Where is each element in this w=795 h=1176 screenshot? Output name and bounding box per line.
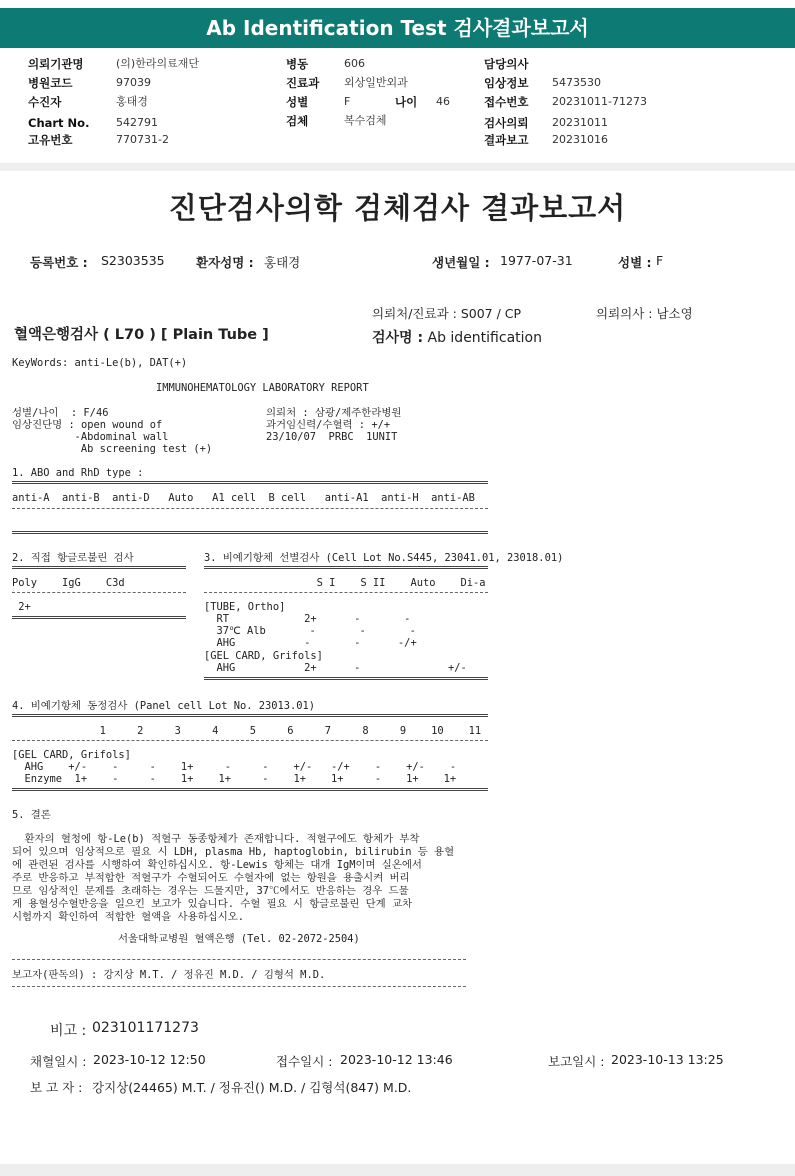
header-value-ward: 606 [344, 57, 365, 70]
sex-age-line: 성별/나이 : F/46 [12, 407, 109, 419]
keywords: KeyWords: anti-Le(b), DAT(+) [12, 357, 188, 369]
header-label-request-date: 검사의뢰 [484, 116, 529, 130]
header-label-physician: 담당의사 [484, 57, 529, 71]
screening-section-title: 3. 비예기항체 선별검사 (Cell Lot No.S445, 23041.01, 23018.01) [204, 552, 564, 564]
header-label-clinical-info: 임상정보 [484, 76, 529, 90]
diagnosis-line-3: Ab screening test (+) [12, 443, 213, 455]
screening-table-header: S I S II Auto Di-a [204, 577, 486, 589]
dat-rule-mid [12, 592, 186, 593]
patient-name-label: 환자성명 : [196, 255, 254, 270]
reg-no-label: 등록번호 : [30, 255, 88, 270]
reporters-line: 보고자(판독의) : 강지상 M.T. / 정유진 M.D. / 김형석 M.D. [12, 969, 326, 981]
section-divider [0, 163, 795, 171]
header-label-institution: 의뢰기관명 [28, 57, 84, 71]
reg-no-value: S2303535 [101, 253, 165, 268]
blood-bank-section-title: 혈액은행검사 ( L70 ) [ Plain Tube ] [14, 327, 269, 343]
dat-rule-top [12, 566, 186, 569]
header-value-institution: (의)한라의료재단 [116, 57, 199, 70]
dat-rule-bottom [12, 616, 186, 619]
test-name-value: Ab identification [427, 330, 542, 346]
conclusion-line: 되어 있으며 임상적으로 필요 시 LDH, plasma Hb, haptoglobin, bilirubin 등 용혈 [12, 846, 455, 858]
reporter-rule-top [12, 959, 466, 960]
receipt-time-value: 2023-10-12 13:46 [340, 1052, 453, 1067]
panel-row: Enzyme 1+ - - 1+ 1+ - 1+ 1+ - 1+ 1+ [12, 773, 457, 785]
report-time-label: 보고일시 : [548, 1054, 605, 1069]
conclusion-title: 5. 결론 [12, 809, 51, 821]
header-label-ward: 병동 [286, 57, 309, 71]
abo-table-header: anti-A anti-B anti-D Auto A1 cell B cell anti-A1 anti-H anti-AB [12, 492, 475, 504]
screening-row: RT 2+ - - [204, 613, 411, 625]
sex-label: 성별 : [618, 255, 652, 270]
requester-line-3: 23/10/07 PRBC 1UNIT [266, 431, 398, 443]
lab-report-title: IMMUNOHEMATOLOGY LABORATORY REPORT [156, 382, 369, 394]
conclusion-line: 주로 반응하고 부적합한 적혈구가 수혈되어도 수혈자에 없는 항원을 용출시켜 버리 [12, 872, 410, 884]
header-label-patient: 수진자 [28, 95, 62, 109]
panel-section-title: 4. 비예기항체 동정검사 (Panel cell Lot No. 23013.01) [12, 700, 316, 712]
conclusion-line: 에 관련된 검사를 시행하여 확인하십시오. 항-Lewis 항체는 대개 IgM이며 실온에서 [12, 859, 422, 871]
panel-row: AHG +/- - - 1+ - - +/- -/+ - +/- - [12, 761, 457, 773]
dat-table-header: Poly IgG C3d [12, 577, 125, 589]
header-label-chart-no: Chart No. [28, 116, 90, 130]
requester-line-1: 의뢰처 : 삼광/제주한라병원 [266, 407, 402, 419]
header-label-sex: 성별 [286, 95, 309, 109]
department-info: 의뢰처/진료과 : S007 / CP [372, 306, 522, 321]
receipt-time-label: 접수일시 : [276, 1054, 333, 1069]
conclusion-line: 므로 임상적인 문제를 초래하는 경우는 드물지만, 37℃에서도 반응하는 경우 드물 [12, 885, 409, 897]
screening-row: [GEL CARD, Grifols] [204, 650, 323, 662]
reporter-rule-bottom [12, 986, 466, 987]
panel-rule-bottom [12, 788, 488, 791]
test-name: 검사명 : Ab identification [372, 330, 542, 346]
screening-rule-mid [204, 592, 488, 593]
header-value-chart-no: 542791 [116, 116, 158, 129]
panel-row: [GEL CARD, Grifols] [12, 749, 131, 761]
conclusion-line: 게 용혈성수혈반응을 일으킨 보고가 있습니다. 수혈 필요 시 항글로불린 단계 교차 [12, 898, 413, 910]
hospital-contact: 서울대학교병원 혈액은행 (Tel. 02-2072-2504) [118, 933, 360, 945]
header-label-age: 나이 [395, 95, 418, 109]
screening-rule-bottom [204, 677, 488, 680]
header-value-age: 46 [436, 95, 450, 108]
report-banner-title: Ab Identification Test 검사결과보고서 [0, 8, 795, 48]
dat-section-title: 2. 직접 항글로불린 검사 [12, 552, 134, 564]
report-time-value: 2023-10-13 13:25 [611, 1052, 724, 1067]
panel-table-header: 1 2 3 4 5 6 7 8 9 10 11 [12, 725, 482, 737]
conclusion-line: 시험까지 확인하여 적합한 혈액을 사용하십시오. [12, 911, 245, 923]
panel-rule-top [12, 714, 488, 717]
reporter-value: 강지상(24465) M.T. / 정유진() M.D. / 김형석(847) M.D. [92, 1080, 412, 1095]
draw-time-value: 2023-10-12 12:50 [93, 1052, 206, 1067]
memo-value: 023101171273 [92, 1020, 199, 1036]
ordering-doctor: 의뢰의사 : 남소영 [596, 306, 693, 321]
header-label-receipt-no: 접수번호 [484, 95, 529, 109]
header-label-hospital-code: 병원코드 [28, 76, 73, 90]
patient-name-value: 홍태경 [264, 255, 301, 270]
conclusion-line: 환자의 혈청에 항-Le(b) 적혈구 동종항체가 존재합니다. 적혈구에도 항체가 부착 [12, 833, 420, 845]
header-value-clinical-info: 5473530 [552, 76, 601, 89]
page-bottom-band [0, 1164, 795, 1176]
panel-rule-mid [12, 740, 488, 741]
header-value-hospital-code: 97039 [116, 76, 151, 89]
screening-row: [TUBE, Ortho] [204, 601, 286, 613]
header-label-unique-id: 고유번호 [28, 133, 73, 147]
abo-section-title: 1. ABO and RhD type : [12, 467, 144, 479]
memo-label: 비고 : [50, 1023, 87, 1039]
header-label-department: 진료과 [286, 76, 320, 90]
header-label-report-date: 결과보고 [484, 133, 529, 147]
draw-time-label: 채혈일시 : [30, 1054, 87, 1069]
report-title: 진단검사의학 검체검사 결과보고서 [168, 191, 627, 225]
header-value-receipt-no: 20231011-71273 [552, 95, 647, 108]
header-value-specimen: 복수검체 [344, 114, 387, 127]
header-value-unique-id: 770731-2 [116, 133, 169, 146]
abo-rule-top [12, 481, 488, 484]
screening-rule-top [204, 566, 488, 569]
header-value-department: 외상일반외과 [344, 76, 408, 89]
screening-row: AHG 2+ - +/- [204, 662, 467, 674]
dob-value: 1977-07-31 [500, 253, 573, 268]
diagnosis-line-2: -Abdominal wall [12, 431, 169, 443]
screening-row: 37℃ Alb - - - [204, 625, 416, 637]
screening-row: AHG - - -/+ [204, 637, 417, 649]
header-value-sex: F [344, 95, 351, 108]
header-value-request-date: 20231011 [552, 116, 608, 129]
reporter-label: 보 고 자 : [30, 1080, 83, 1095]
abo-rule-bottom [12, 531, 488, 534]
sex-value: F [656, 253, 664, 268]
dat-result: 2+ [12, 601, 31, 613]
abo-rule-mid [12, 508, 488, 509]
header-value-report-date: 20231016 [552, 133, 608, 146]
requester-line-2: 과거임신력/수혈력 : +/+ [266, 419, 391, 431]
dob-label: 생년월일 : [432, 255, 490, 270]
diagnosis-line-1: 임상진단명 : open wound of [12, 419, 163, 431]
header-value-patient: 홍태경 [116, 95, 148, 108]
header-label-specimen: 검체 [286, 114, 309, 128]
